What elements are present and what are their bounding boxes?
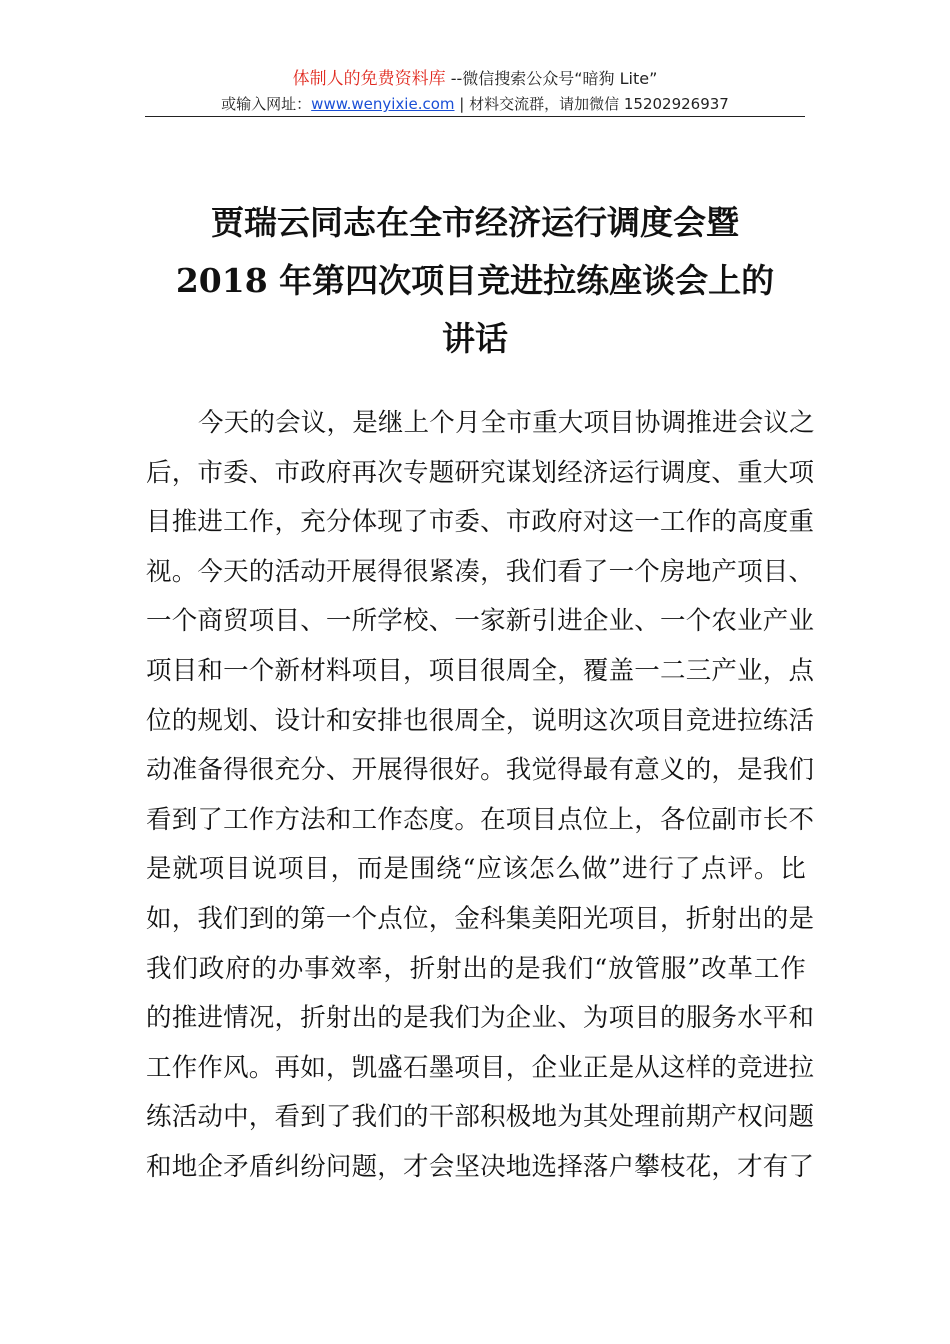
- header-contact-line: [145, 92, 805, 116]
- title-line-1: 贾瑞云同志在全市经济运行调度会暨: [211, 203, 739, 242]
- body-line-6: 项目和一个新材料项目，项目很周全，覆盖一二三产业，点: [146, 655, 815, 686]
- title-line-2: 2018 年第四次项目竞进拉练座谈会上的: [175, 261, 775, 300]
- body-line-4: 视。今天的活动开展得很紧凑，我们看了一个房地产项目、: [146, 556, 815, 587]
- title-line-3: 讲话: [442, 319, 508, 358]
- body-line-2: 后，市委、市政府再次专题研究谋划经济运行调度、重大项: [146, 457, 815, 488]
- body-line-10: 是就项目说项目，而是围绕“应该怎么做”进行了点评。比: [146, 854, 806, 885]
- body-line-15: 练活动中，看到了我们的干部积极地为其处理前期产权问题: [146, 1102, 815, 1133]
- document-title: [120, 194, 830, 368]
- body-line-16: 和地企矛盾纠纷问题，才会坚决地选择落户攀枝花，才有了: [146, 1151, 815, 1182]
- body-line-1: 今天的会议，是继上个月全市重大项目协调推进会议之: [198, 408, 815, 438]
- header-divider: [145, 116, 805, 117]
- body-line-13: 的推进情况，折射出的是我们为企业、为项目的服务水平和: [146, 1003, 815, 1034]
- body-line-9: 看到了工作方法和工作态度。在项目点位上，各位副市长不: [146, 804, 815, 835]
- body-line-14: 工作作风。再如，凯盛石墨项目，企业正是从这样的竞进拉: [146, 1052, 815, 1083]
- body-line-12: 我们政府的办事效率，折射出的是我们“放管服”改革工作: [146, 953, 806, 984]
- header-brand: 体制人的免费资料库: [292, 69, 446, 89]
- body-line-5: 一个商贸项目、一所学校、一家新引进企业、一个农业产业: [146, 606, 815, 637]
- header-url-link[interactable]: www.wenyixie.com: [311, 95, 455, 113]
- header-tagline: --微信搜索公众号“暗狗 Lite”: [445, 69, 658, 88]
- body-line-8: 动准备得很充分、开展得很好。我觉得最有意义的，是我们: [146, 755, 815, 786]
- header-promo-line: [145, 66, 805, 92]
- header-url-prefix: 或输入网址：: [221, 95, 312, 113]
- body-line-11: 如，我们到的第一个点位，金科集美阳光项目，折射出的是: [146, 903, 815, 934]
- body-line-3: 目推进工作，充分体现了市委、市政府对这一工作的高度重: [146, 507, 815, 538]
- header-url-suffix: | 材料交流群，请加微信 15202926937: [454, 95, 729, 113]
- body-line-7: 位的规划、设计和安排也很周全，说明这次项目竞进拉练活: [146, 705, 815, 736]
- page-header: [145, 66, 805, 116]
- document-body: [146, 399, 815, 1193]
